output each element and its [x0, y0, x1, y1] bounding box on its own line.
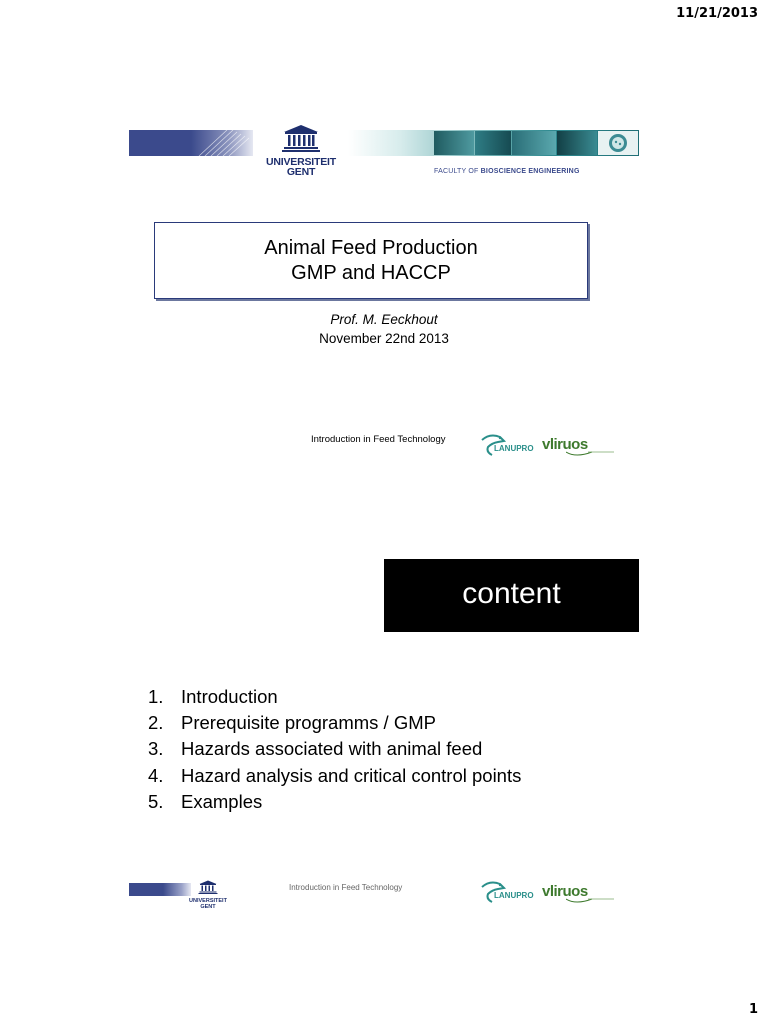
ugent-name-line2: GENT	[286, 166, 316, 178]
title-box	[154, 222, 588, 299]
lanupro-label: LANUPRO	[494, 891, 534, 900]
banner-right-stripe	[348, 130, 639, 156]
ugent-name-line2-small: GENT	[200, 903, 216, 910]
page-number: 1	[748, 1002, 758, 1017]
list-item	[148, 736, 521, 762]
faculty-label	[434, 168, 634, 175]
content-heading: content	[462, 577, 561, 610]
faculty-prefix: FACULTY OF	[434, 168, 481, 175]
list-item-number: 5.	[148, 790, 164, 812]
lanupro-label: LANUPRO	[494, 444, 534, 453]
ugent-building-icon	[198, 880, 218, 894]
course-name: Introduction in Feed Technology	[311, 434, 446, 445]
list-item	[148, 763, 521, 789]
banner-left-stripe	[129, 130, 253, 156]
list-item-label: Examples	[181, 790, 263, 812]
list-item-number: 4.	[148, 764, 164, 786]
ugent-name-line1: UNIVERSITEIT	[266, 156, 336, 168]
title-line-1: Animal Feed Production	[264, 237, 478, 259]
table-of-contents	[148, 684, 521, 815]
banner-photo	[475, 131, 511, 155]
vliruos-label: vliruos	[542, 436, 588, 453]
banner-photo	[557, 131, 597, 155]
ugent-building-icon	[281, 124, 321, 152]
list-item-number: 1.	[148, 686, 164, 707]
list-item	[148, 789, 521, 815]
presentation-date: November 22nd 2013	[319, 331, 449, 346]
title-line-2: GMP and HACCP	[291, 262, 451, 284]
vliruos-swoosh-icon	[566, 879, 616, 905]
author: Prof. M. Eeckhout	[330, 312, 438, 327]
list-item-label: Hazard analysis and critical control points	[181, 764, 522, 786]
footer-course-name: Introduction in Feed Technology	[289, 883, 403, 892]
ugent-name-line1-small: UNIVERSITEIT	[189, 898, 227, 904]
vliruos-label: vliruos	[542, 883, 588, 900]
list-item-number: 2.	[148, 712, 164, 734]
list-item-label: Introduction	[181, 686, 278, 707]
content-header-box	[384, 559, 639, 632]
list-item-label: Prerequisite programms / GMP	[181, 712, 436, 734]
list-item	[148, 684, 521, 710]
ugent-logo	[262, 124, 340, 177]
banner-photo	[512, 131, 556, 155]
list-item	[148, 710, 521, 736]
faculty-name: BIOSCIENCE ENGINEERING	[480, 168, 580, 175]
banner-photo	[434, 131, 474, 155]
list-item-label: Hazards associated with animal feed	[181, 738, 483, 760]
vliruos-swoosh-icon	[566, 432, 616, 458]
ugent-logo-small	[188, 880, 228, 910]
footer-partner-logos	[480, 879, 635, 905]
partner-logos	[480, 432, 635, 458]
petri-dish-photo	[598, 131, 638, 155]
footer-stripe	[129, 883, 191, 896]
list-item-number: 3.	[148, 738, 164, 760]
document-date: 11/21/2013	[676, 6, 758, 21]
